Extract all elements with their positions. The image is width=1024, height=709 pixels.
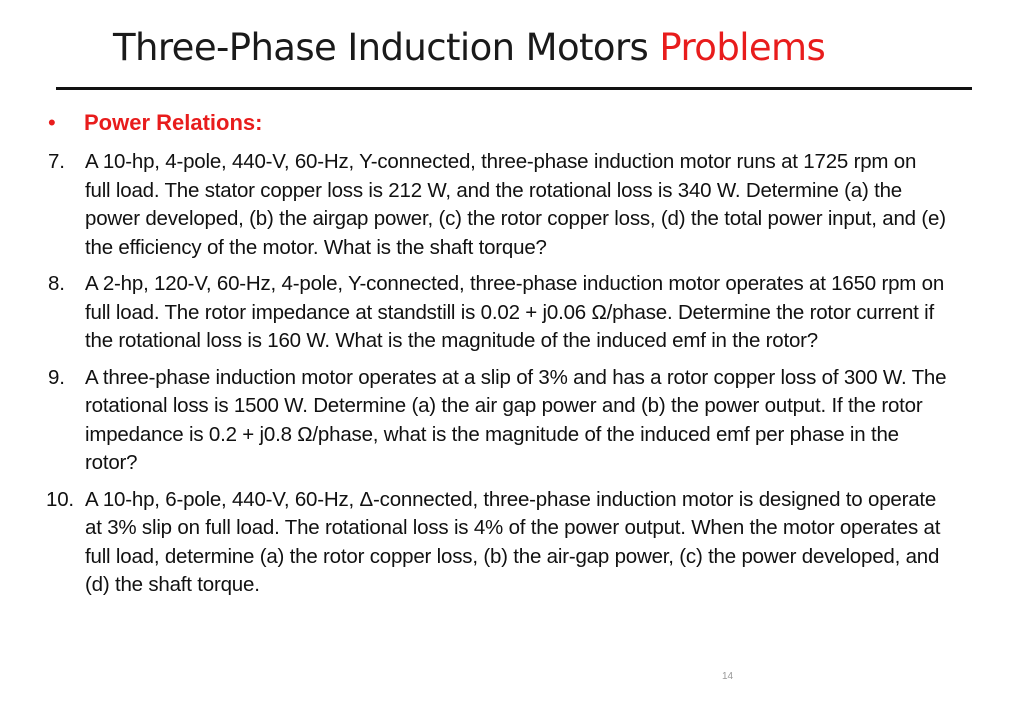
problem-number: 8. — [48, 272, 65, 295]
problem-item — [0, 486, 947, 600]
problem-item — [0, 364, 947, 478]
problem-number: 7. — [48, 150, 65, 173]
slide-title-accent: Problems — [659, 26, 826, 69]
problem-list — [0, 148, 1024, 608]
problem-text: A 10-hp, 4-pole, 440-V, 60-Hz, Y-connected, three-phase induction motor runs at 1725 rpm on full load. The stator copper loss is 212 W, and the rotational loss is 340 W. Determine (a) the power developed, (b) the airgap power, (c) the rotor copper loss, (d) the total power input, and (e) the efficiency of the motor. What is the shaft torque? — [85, 150, 946, 259]
title-divider — [56, 87, 972, 90]
page-number: 14 — [722, 671, 734, 682]
section-heading-row — [48, 110, 262, 136]
problem-number: 10. — [46, 487, 74, 511]
problem-item — [0, 148, 947, 262]
problem-item — [0, 270, 947, 356]
section-heading: Power Relations: — [84, 110, 263, 135]
problem-text: A three-phase induction motor operates at a slip of 3% and has a rotor copper loss of 300 W. The rotational loss is 1500 W. Determine (a) the air gap power and (b) the power output. If the rotor impedance is 0.2 + j0.8 Ω/phase, what is the magnitude of the induced emf per phase in the rotor? — [85, 365, 947, 474]
slide-title — [113, 26, 825, 69]
problem-number: 9. — [48, 365, 65, 389]
problem-text: A 10-hp, 6-pole, 440-V, 60-Hz, Δ-connected, three-phase induction motor is designed to operate at 3% slip on full load. The rotational loss is 4% of the power output. When the motor operates at full load, determine (a) the rotor copper loss, (b) the air-gap power, (c) the power developed, and (d) the shaft torque. — [85, 487, 941, 596]
bullet-icon: • — [48, 110, 56, 135]
slide-title-main: Three-Phase Induction Motors — [113, 26, 649, 69]
problem-text: A 2-hp, 120-V, 60-Hz, 4-pole, Y-connected, three-phase induction motor operates at 1650 rpm on full load. The rotor impedance at standstill is 0.02 + j0.06 Ω/phase. Determine the rotor current if the rotational loss is 160 W. What is the magnitude of the induced emf in the rotor? — [85, 272, 945, 352]
